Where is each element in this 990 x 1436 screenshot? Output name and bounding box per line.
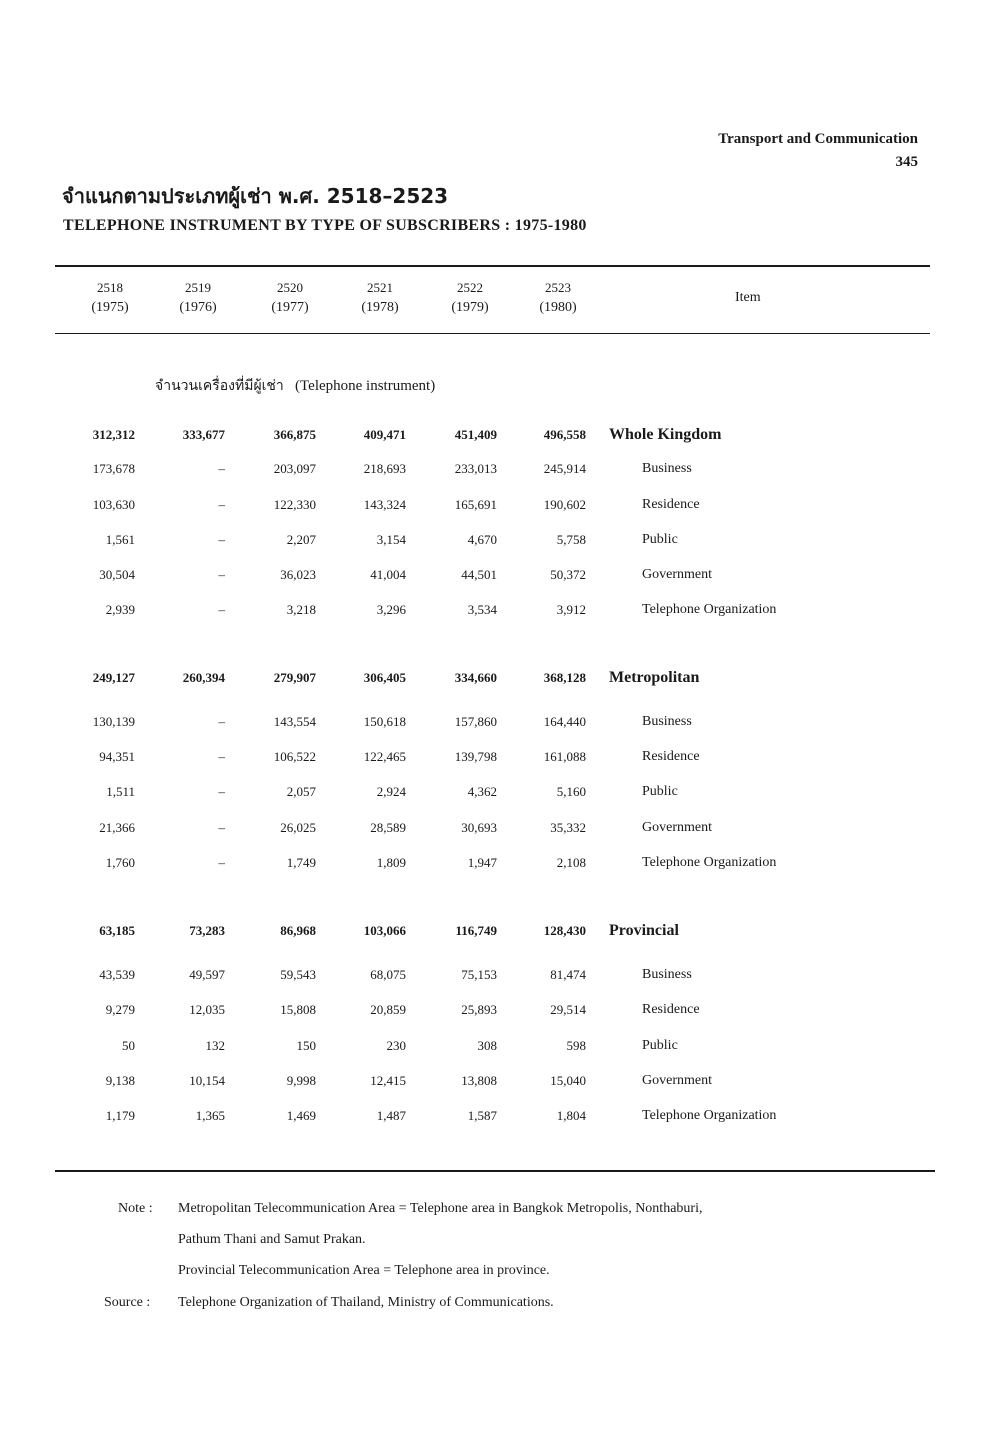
value-1978: 12,415 [370,1073,406,1088]
value-1978: 3,296 [376,602,406,617]
value-1980: 496,558 [543,427,586,442]
subheading-english: (Telephone instrument) [295,378,436,394]
value-1978: 20,859 [370,1002,406,1017]
value-1979: 4,362 [467,784,497,799]
value-1978: 306,405 [363,670,406,685]
value-1979: 451,409 [454,427,497,442]
table-row [0,494,990,516]
value-1975: 130,139 [92,714,135,729]
value-1980: 598 [566,1038,586,1053]
value-1976: – [218,820,225,835]
value-1978: 230 [386,1038,406,1053]
value-1977: 203,097 [273,461,316,476]
year-ce: (1975) [91,300,129,315]
value-1979: 4,670 [467,532,497,547]
value-1976: – [218,602,225,617]
row-label: Business [642,714,692,729]
row-label: Government [642,567,712,582]
table-row [0,1035,990,1057]
value-1979: 308 [477,1038,497,1053]
header-rule [55,333,930,334]
value-1979: 1,587 [467,1108,497,1123]
row-label: Telephone Organization [642,602,777,617]
value-1979: 233,013 [454,461,497,476]
value-1980: 190,602 [543,497,586,512]
table-row [0,1105,990,1127]
value-1978: 143,324 [363,497,406,512]
group-total-row [0,920,990,942]
value-1978: 218,693 [363,461,406,476]
value-1976: 260,394 [182,670,225,685]
row-label: Government [642,820,712,835]
value-1980: 29,514 [550,1002,586,1017]
value-1980: 368,128 [543,670,586,685]
value-1977: 150 [296,1038,316,1053]
value-1976: – [218,784,225,799]
table-title-thai: จำแนกตามประเภทผู้เช่า พ.ศ. 2518–2523 [62,184,449,208]
table-row [0,817,990,839]
value-1977: 279,907 [273,670,316,685]
table-row [0,781,990,803]
row-label: Public [642,784,678,799]
value-1976: – [218,749,225,764]
value-1977: 3,218 [286,602,316,617]
column-header-2520 [250,278,330,318]
bottom-rule [55,1170,935,1172]
top-rule [55,265,930,267]
value-1975: 1,179 [105,1108,135,1123]
table-row [0,1070,990,1092]
table-row [0,529,990,551]
value-1975: 1,511 [106,784,135,799]
value-1975: 9,279 [105,1002,135,1017]
row-label: Residence [642,1002,700,1017]
value-1975: 50 [122,1038,135,1053]
page-number: 345 [895,154,918,170]
note-line-3: Provincial Telecommunication Area = Telephone area in province. [178,1263,550,1278]
value-1979: 139,798 [454,749,497,764]
value-1976: 10,154 [189,1073,225,1088]
value-1976: – [218,532,225,547]
value-1975: 173,678 [92,461,135,476]
row-label: Public [642,532,678,547]
value-1976: 73,283 [189,923,225,938]
row-label: Telephone Organization [642,855,777,870]
value-1977: 26,025 [280,820,316,835]
value-1979: 30,693 [461,820,497,835]
value-1975: 1,561 [105,532,135,547]
value-1980: 50,372 [550,567,586,582]
value-1975: 63,185 [99,923,135,938]
value-1978: 68,075 [370,967,406,982]
year-ce: (1977) [271,300,309,315]
value-1975: 2,939 [105,602,135,617]
value-1977: 143,554 [273,714,316,729]
value-1980: 5,160 [556,784,586,799]
table-row [0,852,990,874]
table-row [0,458,990,480]
value-1979: 334,660 [454,670,497,685]
value-1976: – [218,461,225,476]
value-1975: 103,630 [92,497,135,512]
value-1977: 1,469 [286,1108,316,1123]
year-be: 2519 [185,280,211,295]
value-1977: 36,023 [280,567,316,582]
row-label: Metropolitan [609,669,700,686]
year-ce: (1980) [539,300,577,315]
value-1980: 3,912 [556,602,586,617]
value-1976: 1,365 [195,1108,225,1123]
item-column-header: Item [735,290,761,305]
table-subheading [155,375,435,397]
value-1976: 49,597 [189,967,225,982]
year-be: 2518 [97,280,123,295]
table-row [0,746,990,768]
value-1976: 132 [205,1038,225,1053]
value-1979: 1,947 [467,855,497,870]
value-1977: 1,749 [286,855,316,870]
value-1980: 5,758 [556,532,586,547]
value-1978: 409,471 [363,427,406,442]
value-1975: 1,760 [105,855,135,870]
value-1976: 333,677 [182,427,225,442]
value-1979: 165,691 [454,497,497,512]
group-total-row [0,424,990,446]
value-1978: 2,924 [376,784,406,799]
source-label: Source : [104,1295,151,1310]
row-label: Whole Kingdom [609,426,722,443]
source-text: Telephone Organization of Thailand, Ministry of Communications. [178,1295,554,1310]
value-1980: 128,430 [543,923,586,938]
value-1979: 3,534 [467,602,497,617]
value-1977: 366,875 [273,427,316,442]
value-1975: 43,539 [99,967,135,982]
value-1975: 9,138 [105,1073,135,1088]
value-1975: 312,312 [92,427,135,442]
subheading-thai: จำนวนเครื่องที่มีผู้เช่า [155,378,284,394]
value-1976: – [218,714,225,729]
column-header-2521 [340,278,420,318]
value-1978: 1,809 [376,855,406,870]
value-1977: 15,808 [280,1002,316,1017]
value-1978: 3,154 [376,532,406,547]
note-line-2: Pathum Thani and Samut Prakan. [178,1232,366,1247]
year-ce: (1979) [451,300,489,315]
table-title-english: TELEPHONE INSTRUMENT BY TYPE OF SUBSCRIBERS : 1975-1980 [63,217,587,234]
row-label: Government [642,1073,712,1088]
group-total-row [0,667,990,689]
value-1977: 2,057 [286,784,316,799]
value-1975: 94,351 [99,749,135,764]
table-row [0,711,990,733]
value-1977: 59,543 [280,967,316,982]
value-1976: – [218,567,225,582]
value-1979: 116,749 [455,923,497,938]
value-1977: 86,968 [280,923,316,938]
row-label: Telephone Organization [642,1108,777,1123]
value-1975: 21,366 [99,820,135,835]
column-header-2518 [70,278,150,318]
value-1975: 249,127 [92,670,135,685]
row-label: Business [642,967,692,982]
value-1975: 30,504 [99,567,135,582]
value-1979: 75,153 [461,967,497,982]
row-label: Provincial [609,922,679,939]
value-1978: 103,066 [363,923,406,938]
note-line-1: Metropolitan Telecommunication Area = Telephone area in Bangkok Metropolis, Nonthaburi, [178,1201,703,1216]
value-1979: 13,808 [461,1073,497,1088]
value-1977: 2,207 [286,532,316,547]
row-label: Business [642,461,692,476]
year-ce: (1978) [361,300,399,315]
value-1980: 1,804 [556,1108,586,1123]
value-1980: 245,914 [543,461,586,476]
column-header-2519 [158,278,238,318]
table-row [0,564,990,586]
value-1978: 122,465 [363,749,406,764]
running-header: Transport and Communication [718,131,918,147]
value-1980: 2,108 [556,855,586,870]
year-be: 2520 [277,280,303,295]
value-1979: 25,893 [461,1002,497,1017]
value-1979: 44,501 [461,567,497,582]
year-be: 2521 [367,280,393,295]
value-1978: 150,618 [363,714,406,729]
value-1980: 35,332 [550,820,586,835]
value-1980: 15,040 [550,1073,586,1088]
value-1977: 106,522 [273,749,316,764]
table-row [0,599,990,621]
year-ce: (1976) [179,300,217,315]
year-be: 2522 [457,280,483,295]
table-row [0,999,990,1021]
row-label: Public [642,1038,678,1053]
value-1980: 164,440 [543,714,586,729]
note-label: Note : [118,1201,153,1216]
value-1976: – [218,497,225,512]
value-1977: 9,998 [286,1073,316,1088]
row-label: Residence [642,749,700,764]
table-row [0,964,990,986]
value-1976: – [218,855,225,870]
column-header-2522 [430,278,510,318]
column-header-2523 [518,278,598,318]
value-1980: 161,088 [543,749,586,764]
value-1979: 157,860 [454,714,497,729]
value-1978: 41,004 [370,567,406,582]
value-1977: 122,330 [273,497,316,512]
value-1978: 28,589 [370,820,406,835]
year-be: 2523 [545,280,571,295]
row-label: Residence [642,497,700,512]
value-1980: 81,474 [550,967,586,982]
value-1976: 12,035 [189,1002,225,1017]
value-1978: 1,487 [376,1108,406,1123]
